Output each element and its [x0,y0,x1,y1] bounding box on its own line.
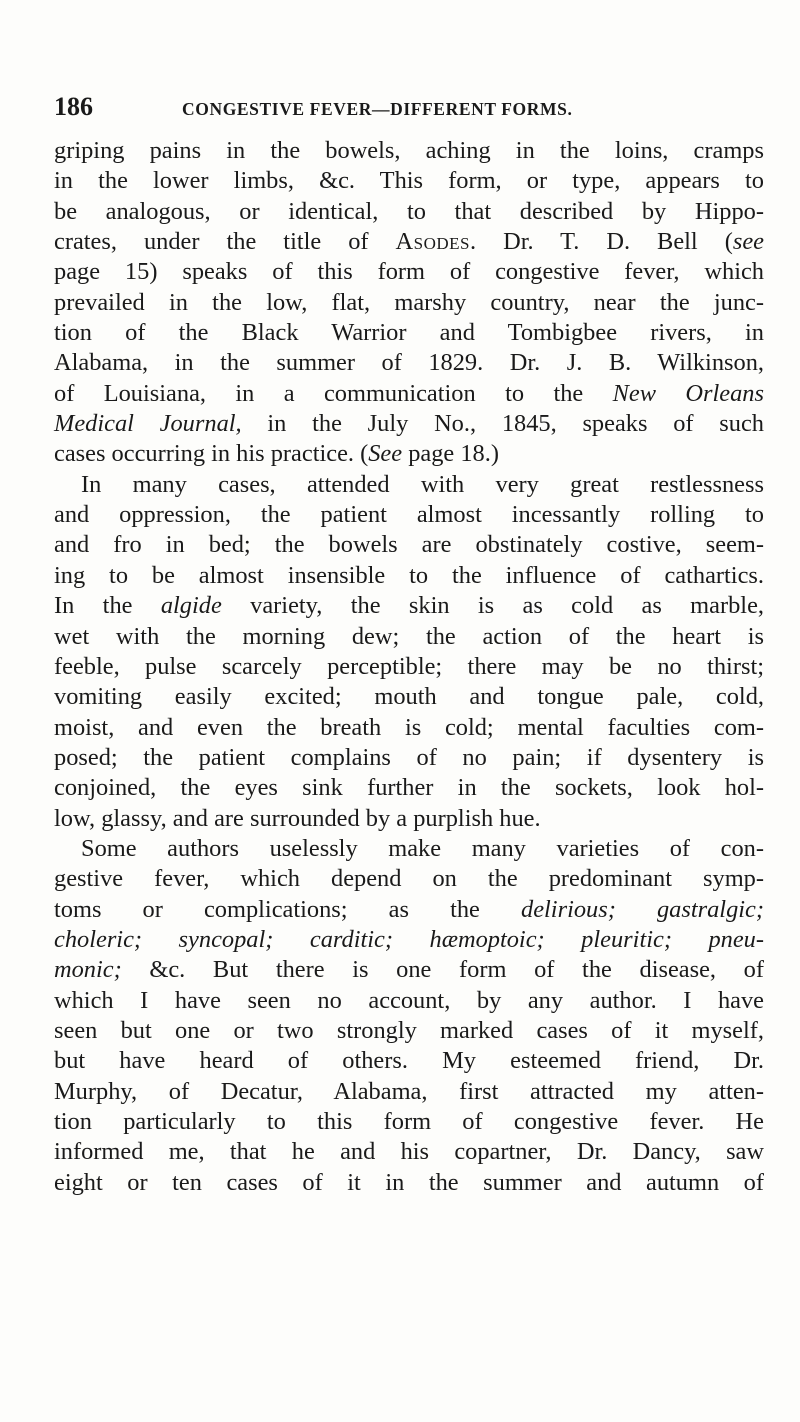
text-line [54,864,764,894]
text-segment: conjoined, the eyes sink further in the sockets, look hol- [54,774,764,802]
text-line [54,834,764,864]
text-segment: tion particularly to this form of congestive fever. He [54,1108,764,1135]
text-segment: crates, under the title of [54,228,396,256]
text-line [54,925,764,955]
text-segment: griping pains in the bowels, aching in the loins, cramps [54,137,764,164]
text-line [54,773,764,803]
text-segment: moist, and even the breath is cold; mental faculties com- [54,713,764,741]
text-line [54,470,764,500]
text-segment: &c. But there is one form of the disease, of [121,956,764,984]
text-line [54,652,764,682]
text-line [54,439,764,469]
text-line [54,166,764,196]
text-line [54,622,764,652]
text-line [54,561,764,591]
text-segment: informed me, that he and his copartner, Dr. Dancy, saw [54,1138,764,1166]
text-segment: be analogous, or identical, to that described by Hippo- [54,197,764,225]
text-line [54,895,764,925]
text-segment: which I have seen no account, by any author. I have [54,986,764,1014]
text-segment: posed; the patient complains of no pain; if dysentery is [54,743,764,771]
text-segment: tion of the Black Warrior and Tombigbee rivers, in [54,319,764,347]
text-line [54,986,764,1016]
text-line [54,530,764,560]
text-segment: in the lower limbs, &c. This form, or type, appears to [54,167,764,195]
text-line [54,318,764,348]
text-line [54,713,764,743]
text-segment: see [732,228,764,256]
text-line [54,1046,764,1076]
text-segment: Medical Journal, [54,410,242,438]
text-line [54,348,764,378]
text-line [54,591,764,621]
text-segment: vomiting easily excited; mouth and tongue pale, cold, [54,683,764,711]
page-header [54,90,754,124]
text-segment: In the [54,592,161,620]
text-segment: of Louisiana, in a communication to the [54,379,613,407]
text-line [54,500,764,530]
text-segment: Alabama, in the summer of 1829. Dr. J. B. Wilkinson, [54,349,764,377]
text-line [54,409,764,439]
text-line [54,197,764,227]
text-segment: ing to be almost insensible to the influence of cathartics. [54,561,764,589]
text-line [54,227,764,257]
text-line [54,804,764,834]
body-text [54,136,764,1198]
text-segment: prevailed in the low, flat, marshy country, near the junc- [54,288,764,316]
text-line [54,682,764,712]
text-line [54,1168,764,1198]
text-segment: wet with the morning dew; the action of the heart is [54,622,764,650]
text-segment: page 15) speaks of this form of congestive fever, which [54,258,764,286]
text-line [54,288,764,318]
text-segment: gestive fever, which depend on the predominant symp- [54,865,764,893]
text-segment: and fro in bed; the bowels are obstinately costive, seem- [54,531,764,559]
text-segment: New Orleans [612,379,764,407]
text-line [54,1016,764,1046]
text-segment: low, glassy, and are surrounded by a purplish hue. [54,804,541,832]
text-segment: but have heard of others. My esteemed friend, Dr. [54,1047,764,1075]
text-segment: eight or ten cases of it in the summer and autumn of [54,1168,764,1196]
text-line [54,379,764,409]
text-segment: Murphy, of Decatur, Alabama, first attracted my atten- [54,1077,764,1105]
text-line [54,257,764,287]
text-segment: algide [160,592,222,620]
text-segment: seen but one or two strongly marked cases of it myself, [54,1016,764,1044]
text-line [54,1077,764,1107]
text-segment: cases occurring in his practice. ( [54,440,369,468]
text-segment: page 18.) [402,440,499,468]
text-segment: delirious; gastralgic; [521,895,764,923]
text-line [54,136,764,166]
text-line [54,743,764,773]
text-segment: Some authors uselessly make many varieties of con- [81,834,764,862]
text-segment: See [368,440,403,468]
text-segment: feeble, pulse scarcely perceptible; there may be no thirst; [54,652,764,680]
text-line [54,1107,764,1137]
text-segment: toms or complications; as the [54,895,521,923]
text-line [54,1137,764,1167]
text-segment: choleric; syncopal; carditic; hæmoptoic; pleuritic; pneu- [54,925,764,953]
running-head: CONGESTIVE FEVER—DIFFERENT FORMS. [182,99,573,119]
text-segment: and oppression, the patient almost incessantly rolling to [54,501,764,529]
text-line [54,955,764,985]
page-number: 186 [54,92,93,121]
text-segment: . Dr. T. D. Bell ( [470,228,733,256]
text-segment: In many cases, attended with very great restlessness [81,470,764,498]
text-segment: monic; [54,956,122,984]
text-segment: in the July No., 1845, speaks of such [241,410,764,438]
text-segment: Asodes [395,228,471,256]
text-segment: variety, the skin is as cold as marble, [221,592,765,620]
